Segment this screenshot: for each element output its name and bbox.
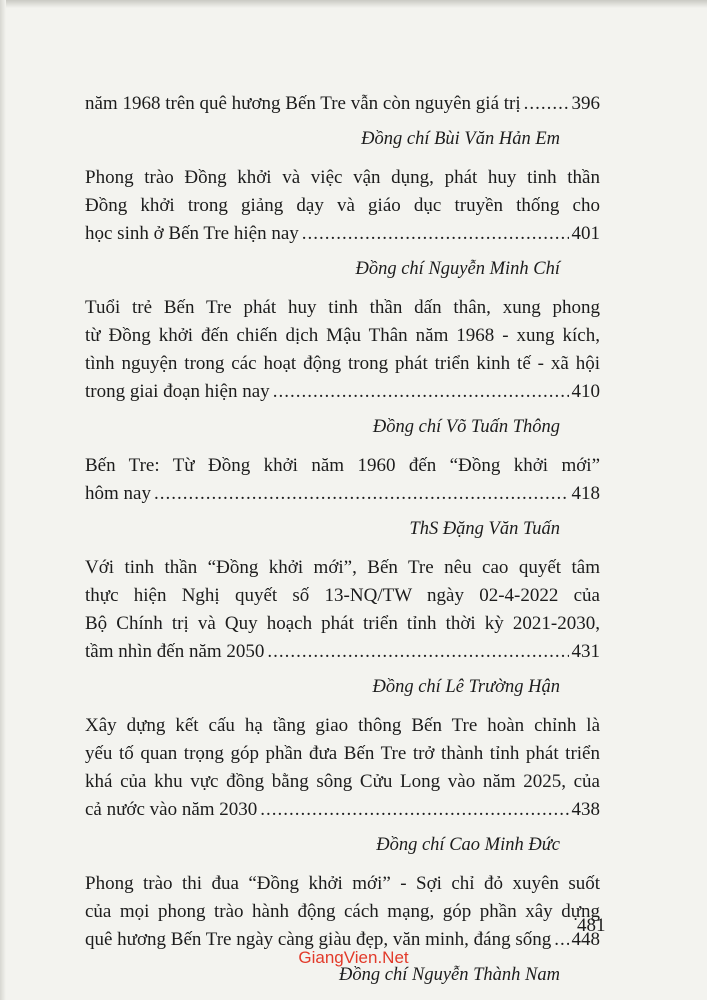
toc-entry-line: Tuổi trẻ Bến Tre phát huy tinh thần dấn thân, xung phong <box>85 297 600 318</box>
toc-entry-line: yếu tố quan trọng góp phần đưa Bến Tre trở thành tỉnh phát triển <box>85 743 600 764</box>
toc-entry-last-line <box>85 796 600 824</box>
toc-entry-author: Đồng chí Lê Trường Hận <box>372 677 560 697</box>
table-of-contents <box>85 90 600 1000</box>
toc-entry-line: Phong trào Đồng khởi và việc vận dụng, phát huy tinh thần <box>85 167 600 188</box>
toc-entry-last-line <box>85 638 600 666</box>
watermark: GiangVien.Net <box>298 948 409 967</box>
toc-entry-author: ThS Đặng Văn Tuấn <box>409 519 560 539</box>
toc-entry-last-line <box>85 90 600 118</box>
toc-entry-line: từ Đồng khởi đến chiến dịch Mậu Thân năm 1968 - xung kích, <box>85 325 600 346</box>
toc-entry <box>85 294 600 406</box>
toc-entry-line: học sinh ở Bến Tre hiện nay <box>85 223 299 244</box>
toc-entry-line: Xây dựng kết cấu hạ tầng giao thông Bến Tre hoàn chỉnh là <box>85 715 600 736</box>
toc-entry-last-line <box>85 480 600 508</box>
scan-edge-left <box>0 0 6 1000</box>
toc-entry-last-line <box>85 220 600 248</box>
toc-entry <box>85 554 600 666</box>
toc-entry-author: Đồng chí Nguyễn Minh Chí <box>355 259 560 279</box>
toc-entry-line: Phong trào thi đua “Đồng khởi mới” - Sợi chỉ đỏ xuyên suốt <box>85 873 600 894</box>
page-number: 481 <box>577 915 606 936</box>
scan-edge-top <box>0 0 707 8</box>
toc-entry-line: Bến Tre: Từ Đồng khởi năm 1960 đến “Đồng khởi mới” <box>85 455 600 476</box>
toc-entry-line: Đồng khởi trong giảng dạy và giáo dục truyền thống cho <box>85 195 600 216</box>
toc-entry-line: hôm nay <box>85 483 151 504</box>
toc-entry-line: khá của khu vực đồng bằng sông Cửu Long vào năm 2025, của <box>85 771 600 792</box>
toc-entry-line: Với tinh thần “Đồng khởi mới”, Bến Tre nêu cao quyết tâm <box>85 557 600 578</box>
toc-entry-line: Bộ Chính trị và Quy hoạch phát triển tỉnh thời kỳ 2021-2030, <box>85 613 600 634</box>
toc-entry-author: Đồng chí Cao Minh Đức <box>376 835 560 855</box>
toc-entry-line: quê hương Bến Tre ngày càng giàu đẹp, văn minh, đáng sống <box>85 929 552 950</box>
toc-entry-line: của mọi phong trào hành động cách mạng, góp phần xây dựng <box>85 901 600 922</box>
toc-entry <box>85 164 600 248</box>
toc-entry-page-number: 431 <box>571 641 600 662</box>
dot-leader <box>260 796 568 824</box>
toc-entry-page-number: 410 <box>571 381 600 402</box>
toc-entry-author: Đồng chí Võ Tuấn Thông <box>372 417 560 437</box>
toc-entry-page-number: 396 <box>571 93 600 114</box>
toc-entry-author: Đồng chí Bùi Văn Hản Em <box>361 129 560 149</box>
dot-leader <box>273 378 569 406</box>
toc-entry <box>85 90 600 118</box>
dot-leader <box>302 220 569 248</box>
dot-leader <box>154 480 569 508</box>
toc-entry-line: tầm nhìn đến năm 2050 <box>85 641 265 662</box>
toc-entry-page-number: 438 <box>571 799 600 820</box>
toc-entry <box>85 870 600 954</box>
dot-leader <box>524 90 569 118</box>
toc-entry-last-line <box>85 378 600 406</box>
toc-entry <box>85 712 600 824</box>
toc-entry-line: thực hiện Nghị quyết số 13-NQ/TW ngày 02-4-2022 của <box>85 585 600 606</box>
toc-entry-page-number: 418 <box>571 483 600 504</box>
toc-entry-author: Đồng chí Nguyễn Thành Nam <box>339 965 560 985</box>
toc-entry-page-number: 401 <box>571 223 600 244</box>
toc-entry-line: năm 1968 trên quê hương Bến Tre vẫn còn nguyên giá trị <box>85 93 521 114</box>
toc-entry-line: trong giai đoạn hiện nay <box>85 381 270 402</box>
toc-entry-line: tình nguyện trong các hoạt động trong phát triển kinh tế - xã hội <box>85 353 600 374</box>
toc-entry <box>85 452 600 508</box>
toc-entry-line: cả nước vào năm 2030 <box>85 799 258 820</box>
dot-leader <box>267 638 568 666</box>
toc-entry-page-number: 448 <box>571 929 600 950</box>
